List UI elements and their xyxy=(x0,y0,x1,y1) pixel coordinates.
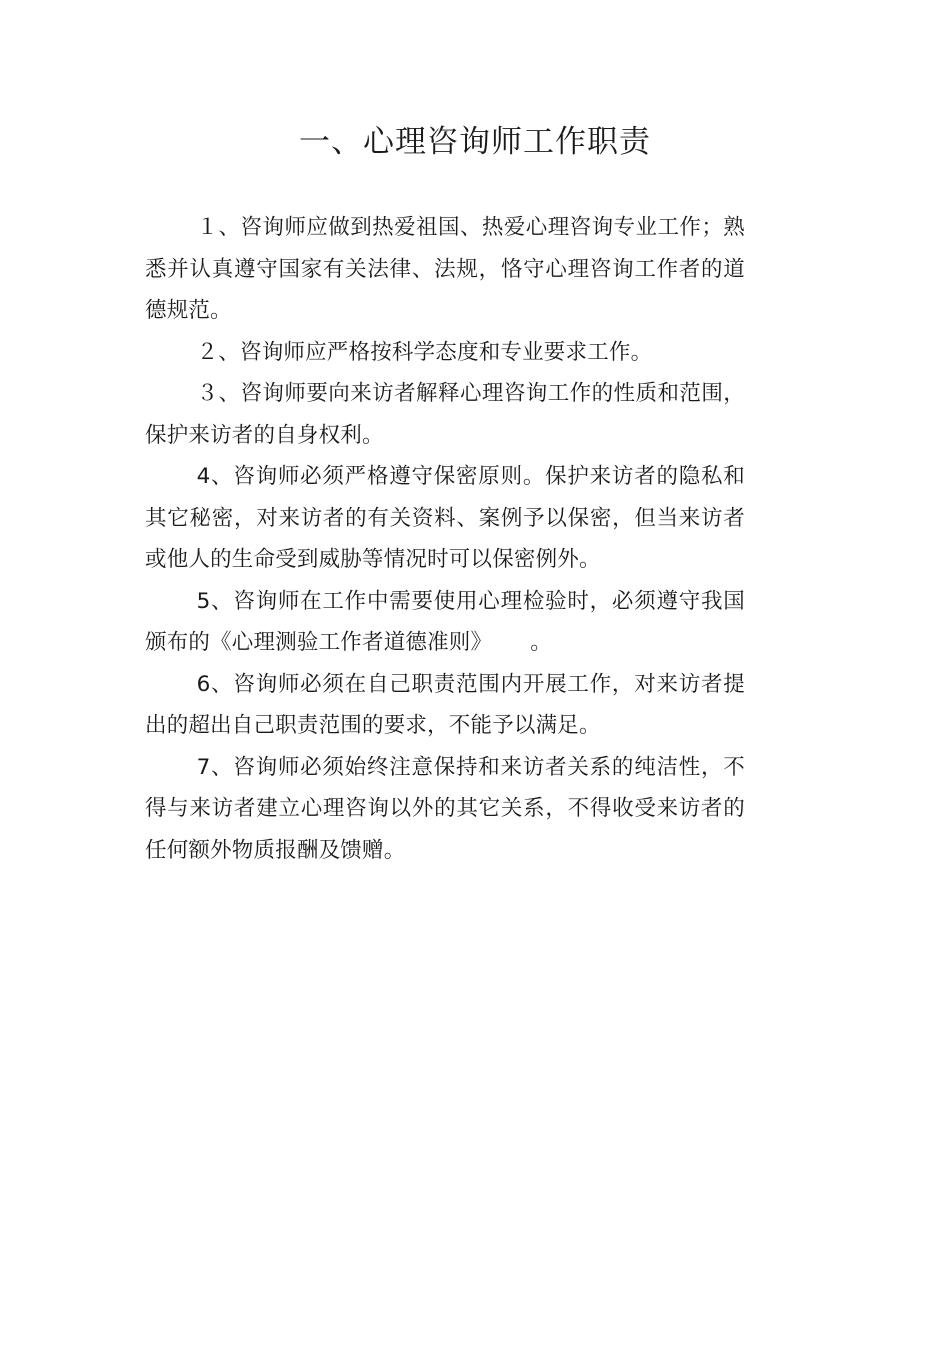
paragraph-2: ２、咨询师应严格按科学态度和专业要求工作。 xyxy=(196,339,653,365)
paragraph-6: 6、咨询师必须在自己职责范围内开展工作，对来访者提出的超出自己职责范围的要求，不能予以满足。 xyxy=(145,671,745,738)
paragraph-5 xyxy=(145,581,745,664)
document-body xyxy=(145,207,745,871)
paragraph-3: ３、咨询师要向来访者解释心理咨询工作的性质和范围，保护来访者的自身权利。 xyxy=(145,381,745,448)
page-title: 一、心理咨询师工作职责 xyxy=(299,124,651,160)
paragraph-4: 4、咨询师必须严格遵守保密原则。保护来访者的隐私和其它秘密，对来访者的有关资料、案例予以保密，但当来访者或他人的生命受到威胁等情况时可以保密例外。 xyxy=(145,464,745,572)
paragraph-1: １、咨询师应做到热爱祖国、热爱心理咨询专业工作；熟悉并认真遵守国家有关法律、法规，恪守心理咨询工作者的道德规范。 xyxy=(145,215,745,323)
paragraph-5-text: 5、咨询师在工作中需要使用心理检验时，必须遵守我国颁布的《心理测验工作者道德准则》 xyxy=(145,588,745,655)
paragraph-7: 7、咨询师必须始终注意保持和来访者关系的纯洁性，不得与来访者建立心理咨询以外的其它关系，不得收受来访者的任何额外物质报酬及馈赠。 xyxy=(145,754,745,863)
paragraph-5-end: 。 xyxy=(530,630,552,655)
